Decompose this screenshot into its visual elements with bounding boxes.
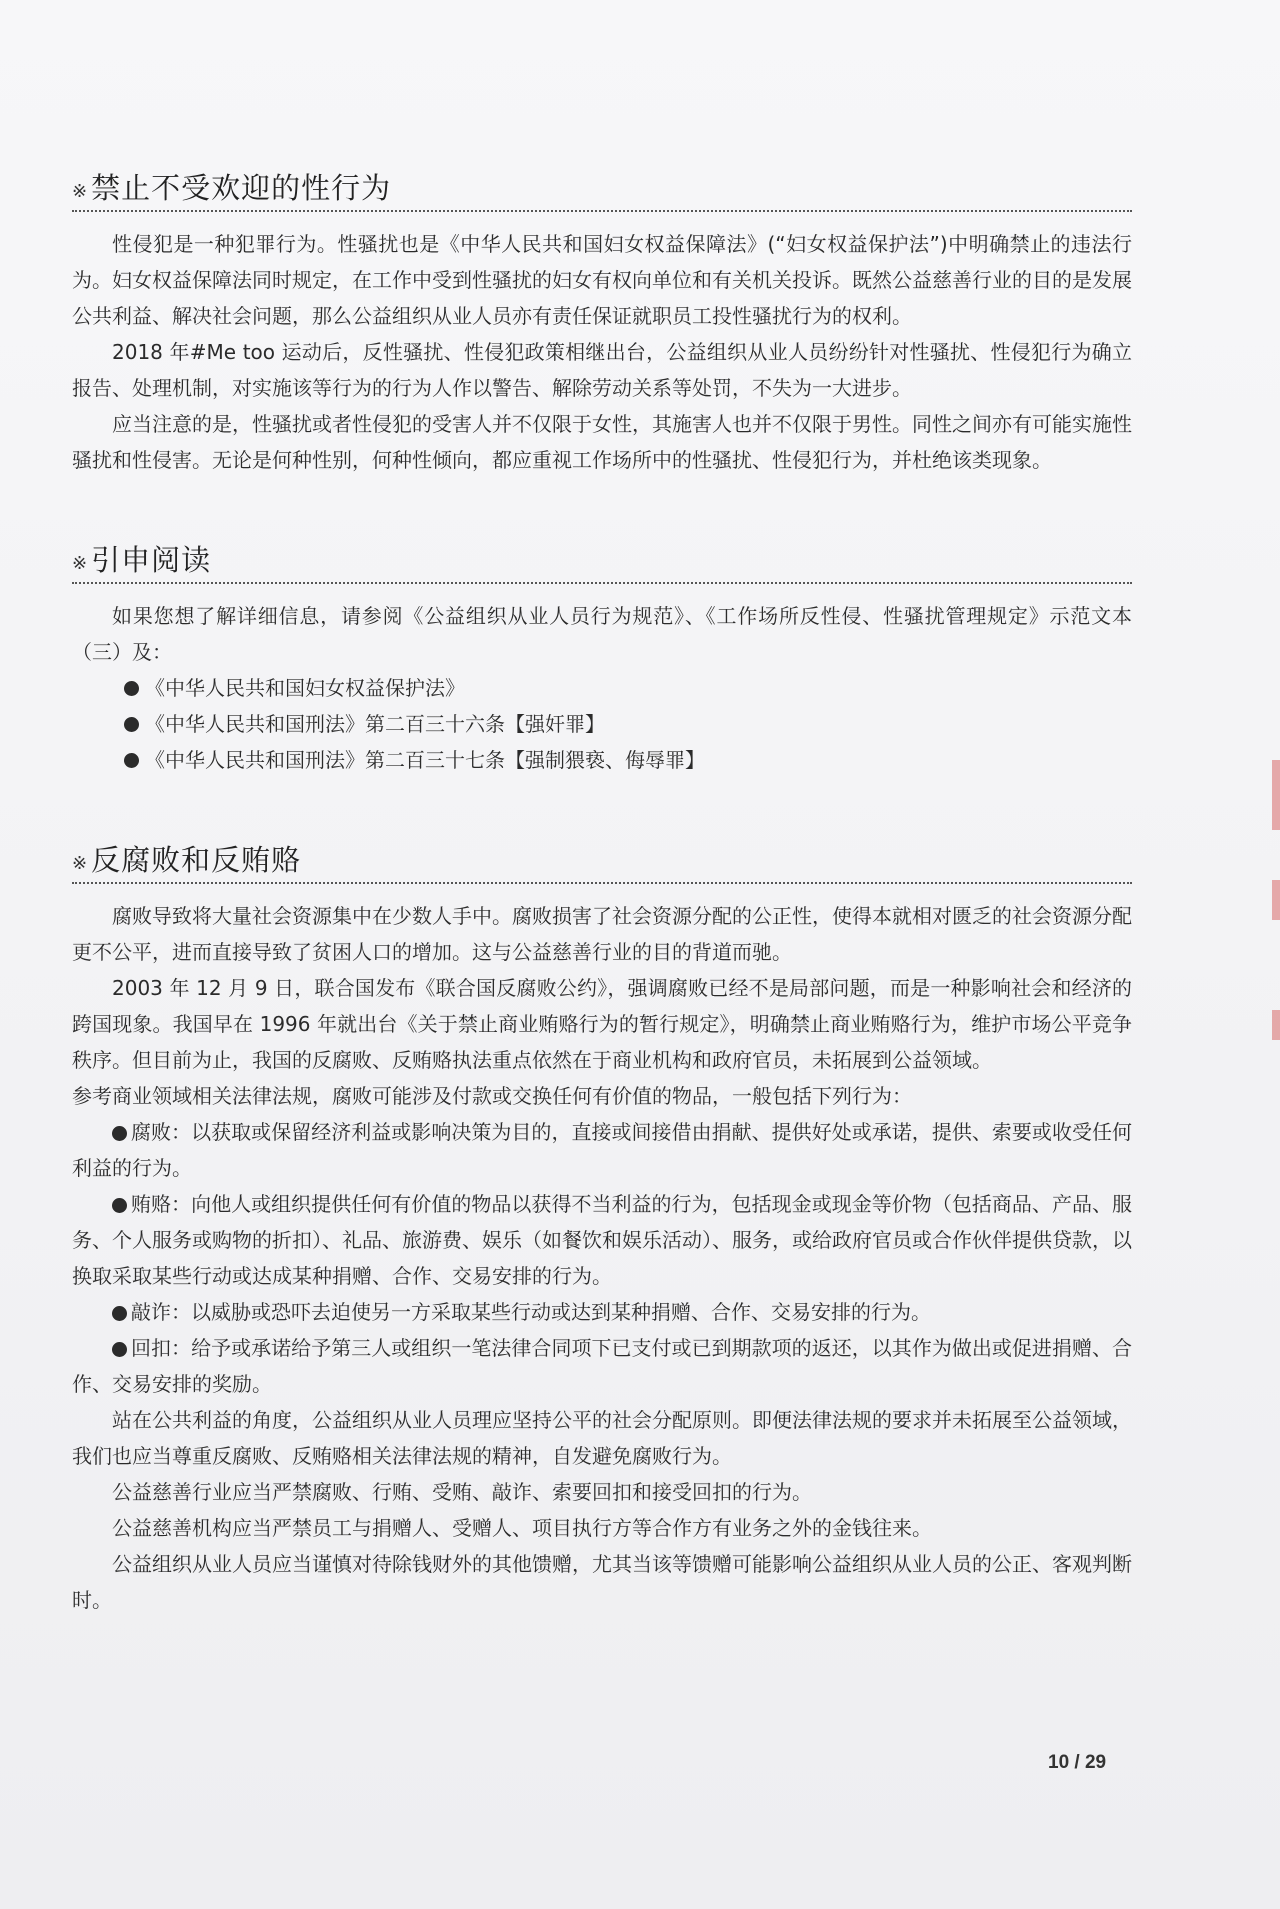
section-heading: 引申阅读 xyxy=(91,543,212,577)
behavior-item-text: 贿赂：向他人或组织提供任何有价值的物品以获得不当利益的行为，包括现金或现金等价物（包括商品、产品、服务、个人服务或购物的折扣）、礼品、旅游费、娱乐（如餐饮和娱乐活动）、服务，或给政府官员或合作伙伴提供贷款，以换取采取某些行动或达成某种捐赠、合作、交易安排的行为。 xyxy=(72,1192,1132,1288)
behavior-item xyxy=(72,1330,1132,1402)
section-sexual-harassment xyxy=(72,164,1132,478)
reference-mark: ※ xyxy=(72,553,88,574)
bullet-icon xyxy=(112,1342,127,1357)
page-number: 10 / 29 xyxy=(1048,1752,1107,1773)
list-item xyxy=(124,706,1132,742)
paragraph: 参考商业领域相关法律法规，腐败可能涉及付款或交换任何有价值的物品，一般包括下列行为： xyxy=(72,1084,912,1108)
paragraph: 站在公共利益的角度，公益组织从业人员理应坚持公平的社会分配原则。即便法律法规的要求并未拓展至公益领域，我们也应当尊重反腐败、反贿赂相关法律法规的精神，自发避免腐败行为。 xyxy=(72,1408,1132,1468)
section-anti-corruption xyxy=(72,836,1132,1618)
binding-stamp-mark xyxy=(1272,760,1280,830)
paragraph: 公益慈善机构应当严禁员工与捐赠人、受赠人、项目执行方等合作方有业务之外的金钱往来。 xyxy=(112,1516,932,1540)
section-heading: 反腐败和反贿赂 xyxy=(91,843,302,877)
reference-mark: ※ xyxy=(72,853,88,874)
behavior-item-text: 回扣：给予或承诺给予第三人或组织一笔法律合同项下已支付或已到期款项的返还，以其作为做出或促进捐赠、合作、交易安排的奖励。 xyxy=(72,1336,1132,1396)
binding-stamp-mark xyxy=(1272,880,1280,920)
list-item xyxy=(124,742,1132,778)
list-item xyxy=(124,670,1132,706)
behavior-item-text: 腐败：以获取或保留经济利益或影响决策为目的，直接或间接借由捐献、提供好处或承诺，提供、索要或收受任何利益的行为。 xyxy=(72,1120,1132,1180)
paragraph: 公益组织从业人员应当谨慎对待除钱财外的其他馈赠，尤其当该等馈赠可能影响公益组织从业人员的公正、客观判断时。 xyxy=(72,1552,1132,1612)
section-title xyxy=(72,164,1132,212)
paragraph: 性侵犯是一种犯罪行为。性骚扰也是《中华人民共和国妇女权益保障法》(“妇女权益保护法”)中明确禁止的违法行为。妇女权益保障法同时规定，在工作中受到性骚扰的妇女有权向单位和有关机关投诉。既然公益慈善行业的目的是发展公共利益、解决社会问题，那么公益组织从业人员亦有责任保证就职员工投性骚扰行为的权利。 xyxy=(72,232,1132,328)
list-item-text: 《中华人民共和国刑法》第二百三十七条【强制猥亵、侮辱罪】 xyxy=(145,748,705,772)
paragraph: 公益慈善行业应当严禁腐败、行贿、受贿、敲诈、索要回扣和接受回扣的行为。 xyxy=(112,1480,812,1504)
behavior-item-text: 敲诈：以威胁或恐吓去迫使另一方采取某些行动或达到某种捐赠、合作、交易安排的行为。 xyxy=(131,1300,931,1324)
bullet-icon xyxy=(124,753,139,768)
list-item-text: 《中华人民共和国妇女权益保护法》 xyxy=(145,676,465,700)
section-title xyxy=(72,536,1132,584)
bullet-icon xyxy=(112,1198,127,1213)
bullet-icon xyxy=(124,681,139,696)
paragraph: 2003 年 12 月 9 日，联合国发布《联合国反腐败公约》，强调腐败已经不是局部问题，而是一种影响社会和经济的跨国现象。我国早在 1996 年就出台《关于禁止商业贿赂行为的暂行规定》，明确禁止商业贿赂行为，维护市场公平竞争秩序。但目前为止，我国的反腐败、反贿赂执法重点依然在于商业机构和政府官员，未拓展到公益领域。 xyxy=(72,976,1132,1072)
section-title xyxy=(72,836,1132,884)
list-item-text: 《中华人民共和国刑法》第二百三十六条【强奸罪】 xyxy=(145,712,605,736)
paragraph: 如果您想了解详细信息，请参阅《公益组织从业人员行为规范》、《工作场所反性侵、性骚扰管理规定》示范文本（三）及： xyxy=(72,604,1132,664)
binding-stamp-mark xyxy=(1272,1010,1280,1040)
paragraph: 2018 年#Me too 运动后，反性骚扰、性侵犯政策相继出台，公益组织从业人员纷纷针对性骚扰、性侵犯行为确立报告、处理机制，对实施该等行为的行为人作以警告、解除劳动关系等处罚，不失为一大进步。 xyxy=(72,340,1132,400)
bullet-icon xyxy=(112,1126,127,1141)
bullet-icon xyxy=(124,717,139,732)
paragraph: 腐败导致将大量社会资源集中在少数人手中。腐败损害了社会资源分配的公正性，使得本就相对匮乏的社会资源分配更不公平，进而直接导致了贫困人口的增加。这与公益慈善行业的目的背道而驰。 xyxy=(72,904,1132,964)
paragraph: 应当注意的是，性骚扰或者性侵犯的受害人并不仅限于女性，其施害人也并不仅限于男性。同性之间亦有可能实施性骚扰和性侵害。无论是何种性别，何种性倾向，都应重视工作场所中的性骚扰、性侵犯行为，并杜绝该类现象。 xyxy=(72,412,1132,472)
reference-mark: ※ xyxy=(72,181,88,202)
section-further-reading xyxy=(72,536,1132,778)
section-heading: 禁止不受欢迎的性行为 xyxy=(91,171,392,205)
page-content xyxy=(72,164,1132,1676)
behavior-item xyxy=(72,1186,1132,1294)
reference-list xyxy=(72,670,1132,778)
behavior-item xyxy=(72,1114,1132,1186)
behavior-item xyxy=(72,1294,1132,1330)
bullet-icon xyxy=(112,1306,127,1321)
